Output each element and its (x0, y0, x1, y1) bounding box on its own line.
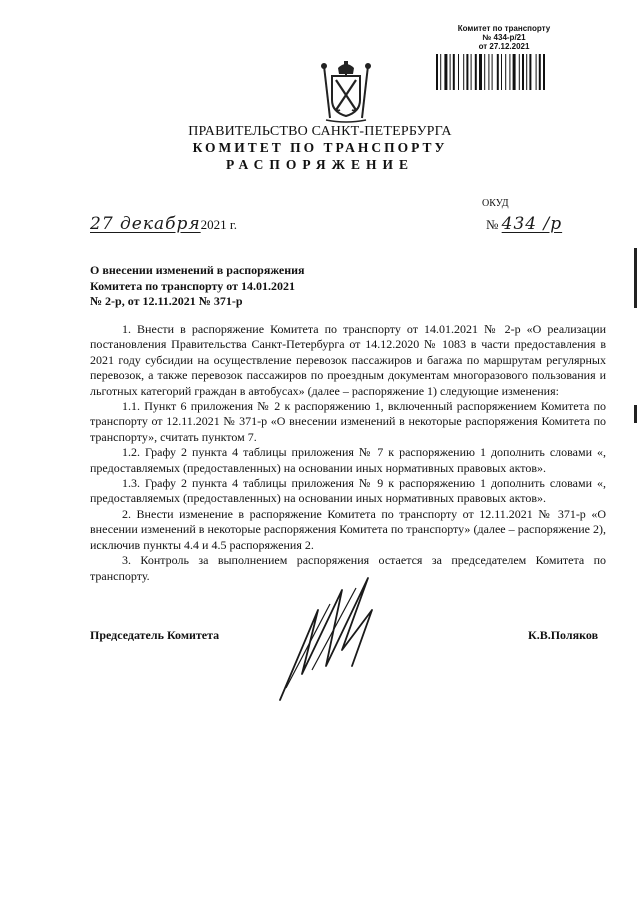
committee-title: КОМИТЕТ ПО ТРАНСПОРТУ (192, 140, 448, 155)
scan-margin-mark (634, 405, 637, 423)
paragraph: 1.2. Графу 2 пункта 4 таблицы приложения № 7 к распоряжению 1 дополнить словами «, предоставляемых (предоставленных) на основании иных нормативных правовых актов». (90, 445, 606, 475)
document-date (90, 214, 237, 234)
signatory-name: К.В.Поляков (528, 628, 599, 642)
number-prefix: № (486, 217, 499, 232)
paragraph: 1.1. Пункт 6 приложения № 2 к распоряжению 1, включенный распоряжением Комитета по транспорту от 12.11.2021 № 371-р «О внесении изменений в некоторые распоряжения Комитета по транспорту», считать пунктом 7. (90, 399, 606, 444)
okud-label: ОКУД (482, 198, 509, 209)
registration-stamp (436, 24, 572, 51)
paragraph: 3. Контроль за выполнением распоряжения остается за председателем Комитета по транспорту. (90, 553, 606, 583)
document-number (486, 214, 562, 234)
paragraph: 1. Внести в распоряжение Комитета по транспорту от 14.01.2021 № 2-р «О реализации постановления Правительства Санкт-Петербурга от 14.12.2020 № 1083 в части предоставления в 2021 году субсидии на осуществление перевозок пассажиров и багажа по маршрутам регулярных перевозок, а также перевозок пассажиров по проездным документам многоразового пользования и льготных категорий граждан в автобусах» (далее – распоряжение 1) следующие изменения: (90, 322, 606, 398)
handwritten-signature (272, 570, 388, 706)
document-type: РАСПОРЯЖЕНИЕ (225, 157, 415, 172)
government-title: ПРАВИТЕЛЬСТВО САНКТ-ПЕТЕРБУРГА (188, 124, 452, 139)
document-subject (90, 263, 370, 310)
stamp-line-3: от 27.12.2021 (478, 42, 530, 51)
handwritten-number: 434 /р (501, 214, 563, 234)
stamp-line-2: № 434-р/21 (482, 33, 526, 42)
handwritten-date: 27 декабря (90, 214, 201, 234)
signatory-position: Председатель Комитета (90, 628, 220, 642)
subject-line: О внесении изменений в распоряжения (90, 263, 305, 277)
subject-line: № 2-р, от 12.11.2021 № 371-р (90, 294, 243, 308)
paragraph: 1.3. Графу 2 пункта 4 таблицы приложения № 9 к распоряжению 1 дополнить словами «, предоставляемых (предоставленных) на основании иных нормативных правовых актов». (90, 476, 606, 506)
coat-of-arms-emblem (318, 60, 374, 124)
barcode (436, 54, 572, 90)
date-year: 2021 г. (200, 217, 238, 232)
stamp-line-1: Комитет по транспорту (457, 24, 551, 33)
scan-margin-mark (634, 248, 637, 308)
paragraph: 2. Внести изменение в распоряжение Комитета по транспорту от 12.11.2021 № 371-р «О внесении изменений в некоторые распоряжения Комитета по транспорту» (далее – распоряжение 2), исключив пункты 4.4 и 4.5 распоряжения 2. (90, 506, 606, 552)
subject-line: Комитета по транспорту от 14.01.2021 (90, 278, 295, 293)
document-body (90, 322, 606, 584)
